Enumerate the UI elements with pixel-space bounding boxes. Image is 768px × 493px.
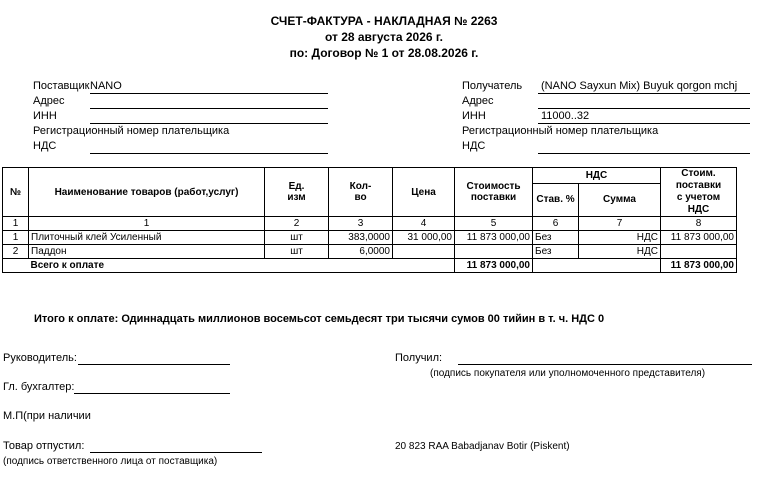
received-note: (подпись покупателя или уполномоченного представителя) <box>430 368 706 379</box>
row-cost <box>455 245 533 259</box>
col-number: 7 <box>579 217 661 231</box>
supplier-vat-line <box>90 153 328 154</box>
recipient-address-label: Адрес <box>462 95 494 107</box>
document-date: от 28 августа 2026 г. <box>324 30 444 44</box>
col-unit-header: Ед. изм <box>265 168 329 217</box>
recipient-inn-value: 11000..32 <box>541 110 590 122</box>
row-vat-rate: Без <box>533 231 579 245</box>
col-qty-header: Кол- во <box>329 168 393 217</box>
row-total: 11 873 000,00 <box>661 231 737 245</box>
col-vat-group-header: НДС <box>533 168 661 184</box>
row-price: 31 000,00 <box>393 231 455 245</box>
recipient-inn-line <box>538 123 750 124</box>
row-name: Плиточный клей Усиленный <box>29 231 265 245</box>
recipient-address-line <box>538 108 750 109</box>
col-number: 1 <box>3 217 29 231</box>
supplier-label: Поставщик <box>33 80 90 92</box>
received-signature-line <box>458 364 752 365</box>
col-number: 2 <box>265 217 329 231</box>
supplier-address-label: Адрес <box>33 95 65 107</box>
row-name: Паддон <box>29 245 265 259</box>
recipient-line <box>538 93 750 94</box>
row-price <box>393 245 455 259</box>
recipient-value: (NANO Sayxun Mix) Buyuk qorgon mchj <box>541 80 738 92</box>
director-signature-line <box>78 364 230 365</box>
col-number: 5 <box>455 217 533 231</box>
row-vat-rate: Без <box>533 245 579 259</box>
supplier-line <box>90 93 328 94</box>
accountant-signature-line <box>74 393 230 394</box>
col-total-header: Стоим. поставки с учетом НДС <box>661 168 737 217</box>
total-with-vat: 11 873 000,00 <box>661 259 737 273</box>
col-no-header: № <box>3 168 29 217</box>
row-vat-sum: НДС <box>579 231 661 245</box>
col-name-header: Наименование товаров (работ,услуг) <box>29 168 265 217</box>
vehicle-driver: 20 823 RAA Babadjanav Botir (Piskent) <box>395 441 570 452</box>
released-signature-line <box>90 452 262 453</box>
row-cost: 11 873 000,00 <box>455 231 533 245</box>
recipient-label: Получатель <box>462 80 523 92</box>
recipient-inn-label: ИНН <box>462 110 486 122</box>
row-total <box>661 245 737 259</box>
total-label: Всего к оплате <box>29 259 455 273</box>
col-number: 8 <box>661 217 737 231</box>
table-row <box>3 245 737 259</box>
invoice-table <box>2 167 737 273</box>
amount-in-words: Итого к оплате: Одиннадцать миллионов восемьсот семьдесят три тысячи сумов 00 тийин в т. ч. НДС 0 <box>34 313 605 325</box>
col-number: 6 <box>533 217 579 231</box>
document-title: СЧЕТ-ФАКТУРА - НАКЛАДНАЯ № 2263 <box>270 14 498 28</box>
col-vat-sum-header: Сумма <box>579 183 661 216</box>
row-unit: шт <box>265 245 329 259</box>
col-number: 3 <box>329 217 393 231</box>
supplier-reg-label: Регистрационный номер плательщика <box>33 125 230 137</box>
row-no: 2 <box>3 245 29 259</box>
col-cost-header: Стоимость поставки <box>455 168 533 217</box>
supplier-inn-line <box>90 123 328 124</box>
document-contract: по: Договор № 1 от 28.08.2026 г. <box>289 46 479 60</box>
released-note: (подпись ответственного лица от поставщика) <box>3 456 218 467</box>
supplier-value: NANO <box>90 80 122 92</box>
row-qty: 383,0000 <box>329 231 393 245</box>
recipient-vat-line <box>538 153 750 154</box>
col-vat-rate-header: Став. % <box>533 183 579 216</box>
col-number: 4 <box>393 217 455 231</box>
total-row <box>3 259 737 273</box>
col-number: 1 <box>29 217 265 231</box>
supplier-inn-label: ИНН <box>33 110 57 122</box>
col-price-header: Цена <box>393 168 455 217</box>
released-label: Товар отпустил: <box>3 440 85 452</box>
row-unit: шт <box>265 231 329 245</box>
row-qty: 6,0000 <box>329 245 393 259</box>
recipient-reg-label: Регистрационный номер плательщика <box>462 125 659 137</box>
total-cost: 11 873 000,00 <box>455 259 533 273</box>
supplier-vat-label: НДС <box>33 140 57 152</box>
supplier-address-line <box>90 108 328 109</box>
accountant-label: Гл. бухгалтер: <box>3 381 75 393</box>
recipient-vat-label: НДС <box>462 140 486 152</box>
received-label: Получил: <box>395 352 443 364</box>
stamp-label: М.П(при наличии <box>3 410 91 422</box>
row-vat-sum: НДС <box>579 245 661 259</box>
row-no: 1 <box>3 231 29 245</box>
column-numbers-row <box>3 217 737 231</box>
table-row <box>3 231 737 245</box>
director-label: Руководитель: <box>3 352 77 364</box>
